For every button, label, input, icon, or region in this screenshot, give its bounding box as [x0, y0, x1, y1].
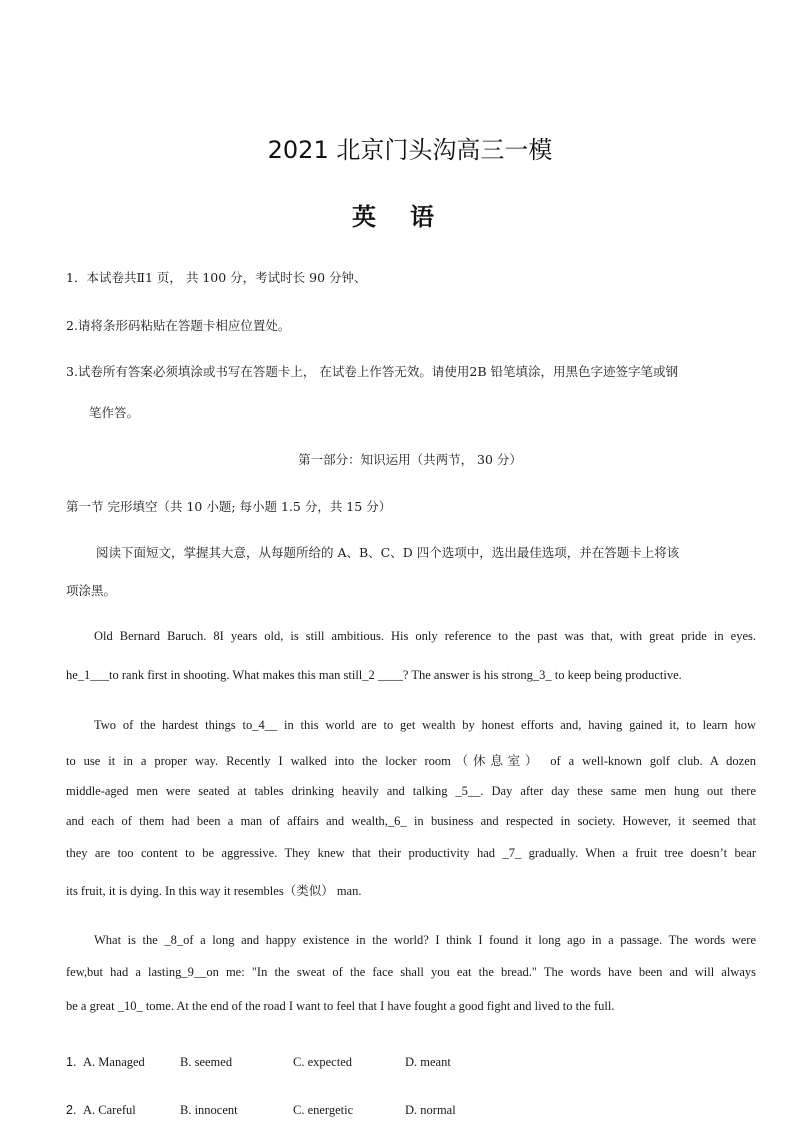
instruction-line-2: 项涂黑。: [66, 583, 117, 598]
passage-p2-line: its fruit, it is dying. In this way it resembles（类似） man.: [66, 884, 362, 898]
passage-p2-line: middle-aged men were seated at tables drinking heavily and talking _5__. Day after day these same men hung out there: [66, 784, 756, 798]
passage-p3-line: be a great _10_ tome. At the end of the road I want to feel that I have fought a good fight and lived to the full.: [66, 999, 615, 1013]
passage-p2-line: they are too content to be aggressive. They knew that their productivity had _7_ gradually. When a fruit tree doesn’t bear: [66, 846, 756, 860]
section-heading: 第一节 完形填空（共 10 小题; 每小题 1.5 分，共 15 分）: [66, 499, 392, 514]
question-number: 1.: [66, 1055, 77, 1069]
note-line-3: 3.试卷所有答案必须填涂或书写在答题卡上， 在试卷上作答无效。请使用2B 铅笔填涂，用黑色字迹签字笔或钢: [66, 364, 679, 379]
option-a: A. Careful: [83, 1103, 136, 1117]
passage-p3-line: few,but had a lasting_9__on me: "In the sweat of the face shall you eat the bread." The words have been and will always: [66, 965, 756, 979]
note-line-1: 1．本试卷共Ⅱ1 页， 共 100 分，考试时长 90 分钟、: [66, 270, 367, 285]
part-heading: 第一部分：知识运用（共两节， 30 分）: [298, 452, 522, 467]
passage-p1-line: he_1___to rank first in shooting. What makes this man still_2 ____? The answer is his strong_3_ to keep being productive.: [66, 668, 682, 682]
option-b: B. seemed: [180, 1055, 233, 1069]
option-c: C. energetic: [293, 1103, 354, 1117]
option-d: D. meant: [405, 1055, 451, 1069]
passage-p3-line: What is the _8_of a long and happy existence in the world? I think I found it long ago in a passage. The words were: [94, 933, 756, 947]
note-line-4: 笔作答。: [89, 405, 140, 420]
note-line-2: 2.请将条形码粘贴在答题卡相应位置处。: [66, 318, 291, 333]
exam-title: 2021 北京门头沟高三一模: [267, 136, 553, 164]
question-number: 2.: [66, 1103, 77, 1117]
passage-p2-line: to use it in a proper way. Recently I walked into the locker room（休息室） of a well-known golf club. A dozen: [66, 754, 756, 768]
passage-p1-line: Old Bernard Baruch. 8I years old, is still ambitious. His only reference to the past was that, with great pride in eyes.: [94, 629, 756, 643]
option-d: D. normal: [405, 1103, 456, 1117]
option-a: A. Managed: [83, 1055, 145, 1069]
instruction-line-1: 阅读下面短文，掌握其大意，从每题所给的 A、B、C、D 四个选项中，选出最佳选项，并在答题卡上将该: [96, 545, 680, 560]
option-b: B. innocent: [180, 1103, 238, 1117]
exam-subject: 英语: [352, 203, 468, 231]
passage-p2-line: and each of them had been a man of affairs and wealth,_6_ in business and respected in society. However, it seemed that: [66, 814, 756, 828]
option-c: C. expected: [293, 1055, 353, 1069]
passage-p2-line: Two of the hardest things to_4__ in this world are to get wealth by honest efforts and, having gained it, to learn how: [94, 718, 756, 732]
